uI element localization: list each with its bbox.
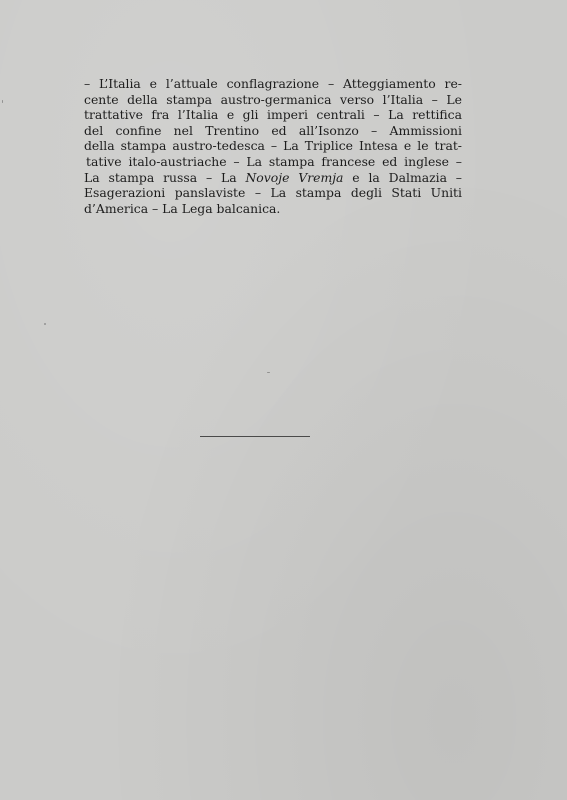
separator-rule xyxy=(200,436,310,437)
text-line-4: del confine nel Trentino ed all’Isonzo – Ammissioni xyxy=(84,122,462,138)
text-line-9: d’America – La Lega balcanica. xyxy=(84,200,281,216)
paper-speck xyxy=(2,100,3,103)
text-line-2: cente della stampa austro-germanica verso l’Italia – Le xyxy=(84,91,462,107)
text-line-6: tative italo-austriache – La stampa francese ed inglese – xyxy=(86,153,462,169)
text-line-5: della stampa austro-tedesca – La Triplice Intesa e le trat- xyxy=(84,138,462,154)
paper-speck xyxy=(267,372,270,373)
newspaper-title: Novoje Vremja xyxy=(245,169,344,185)
text-line-3: trattative fra l’Italia e gli imperi centrali – La rettifica xyxy=(84,107,462,123)
text-line-1: – L’Italia e l’attuale conflagrazione – Atteggiamento re- xyxy=(84,76,462,91)
summary-paragraph xyxy=(84,76,462,216)
text-line-7-start: La stampa russa – La xyxy=(84,169,246,185)
text-line-7 xyxy=(84,170,462,186)
text-line-8: Esagerazioni panslaviste – La stampa degli Stati Uniti xyxy=(84,185,462,201)
paper-speck xyxy=(44,323,46,325)
text-line-7-end: e la Dalmazia – xyxy=(343,169,463,185)
